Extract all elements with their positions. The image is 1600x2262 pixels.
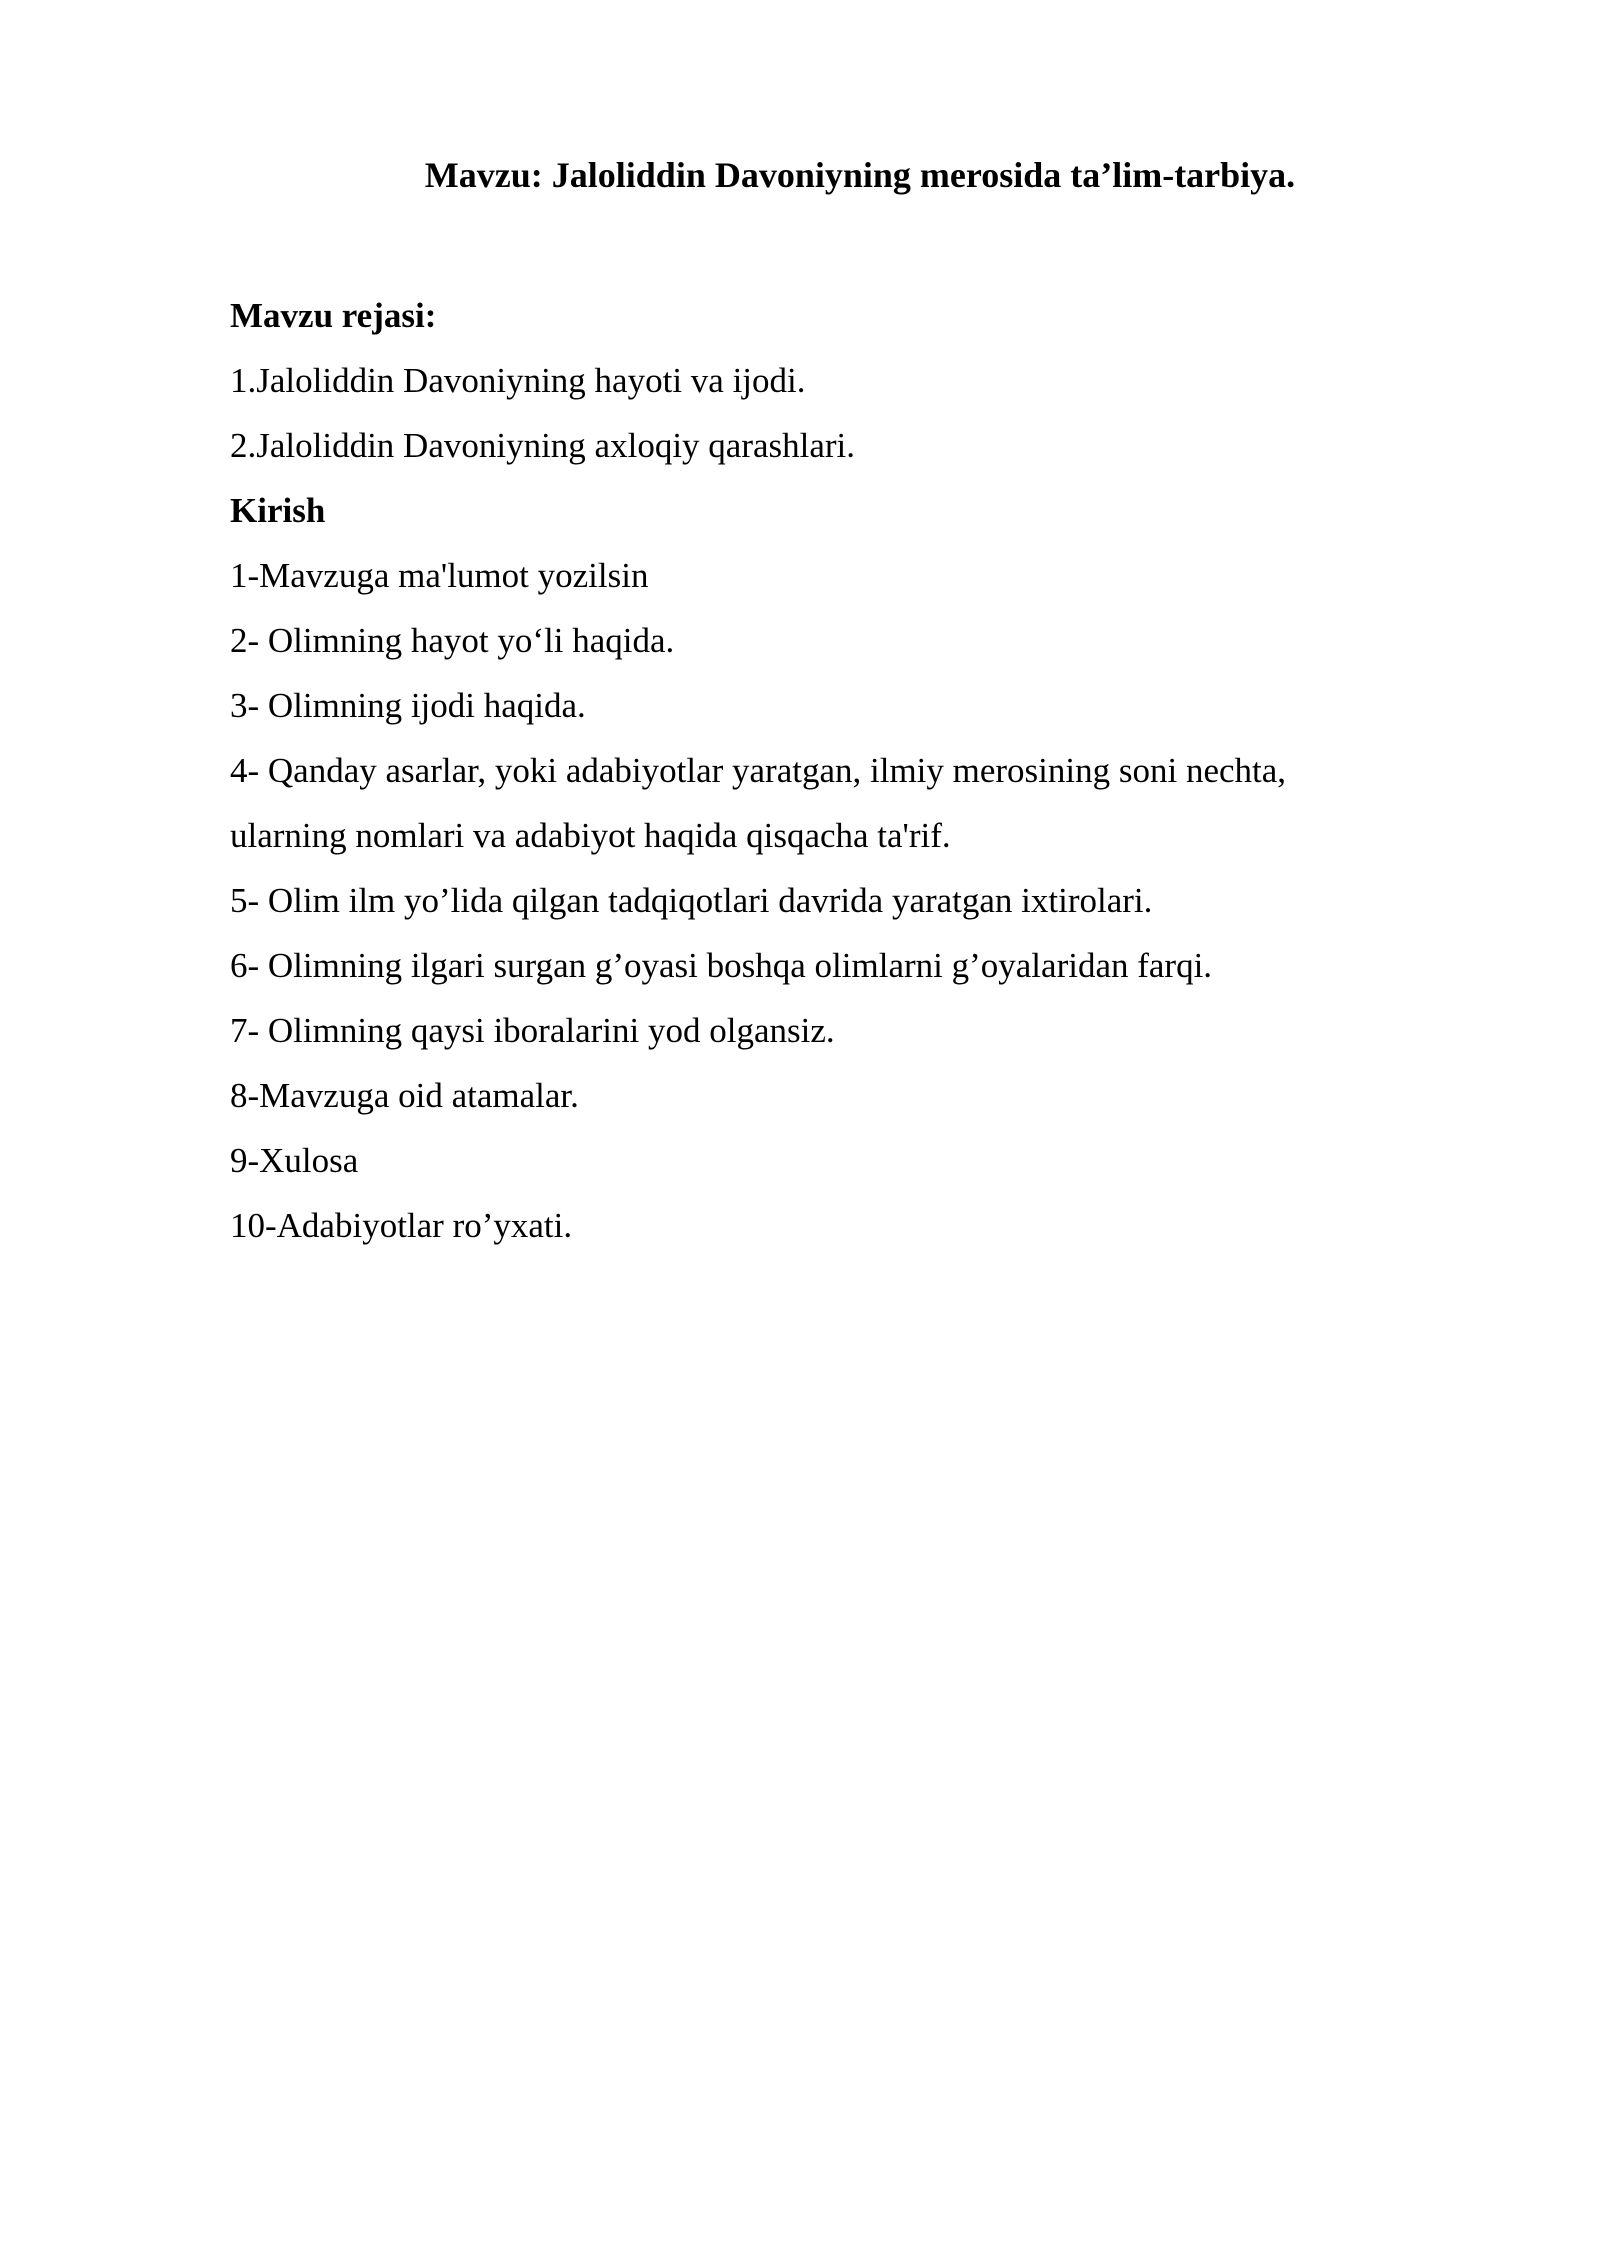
intro-item: 8-Mavzuga oid atamalar. xyxy=(230,1076,579,1115)
document-body xyxy=(230,283,1410,1258)
intro-item: 9-Xulosa xyxy=(230,1141,359,1180)
plan-item: 1.Jaloliddin Davoniyning hayoti va ijodi. xyxy=(230,361,806,400)
intro-item: 5- Olim ilm yo’lida qilgan tadqiqotlari davrida yaratgan ixtirolari. xyxy=(230,881,1153,920)
intro-item: 2- Olimning hayot yo‘li haqida. xyxy=(230,621,675,660)
intro-item: 10-Adabiyotlar ro’yxati. xyxy=(230,1206,573,1245)
intro-item: 6- Olimning ilgari surgan g’oyasi boshqa olimlarni g’oyalaridan farqi. xyxy=(230,946,1213,985)
intro-item: 3- Olimning ijodi haqida. xyxy=(230,686,586,725)
intro-item: 7- Olimning qaysi iboralarini yod olgansiz. xyxy=(230,1011,835,1050)
document-title: Mavzu: Jaloliddin Davoniyning merosida ta’lim-tarbiya. xyxy=(424,155,1296,195)
intro-heading: Kirish xyxy=(230,491,326,530)
plan-heading: Mavzu rejasi: xyxy=(230,296,437,335)
intro-item: 4- Qanday asarlar, yoki adabiyotlar yaratgan, ilmiy merosining soni nechta, xyxy=(230,751,1287,790)
plan-item: 2.Jaloliddin Davoniyning axloqiy qarashlari. xyxy=(230,426,856,465)
intro-item: 1-Mavzuga ma'lumot yozilsin xyxy=(230,556,649,595)
intro-item-continuation: ularning nomlari va adabiyot haqida qisqacha ta'rif. xyxy=(230,816,951,855)
